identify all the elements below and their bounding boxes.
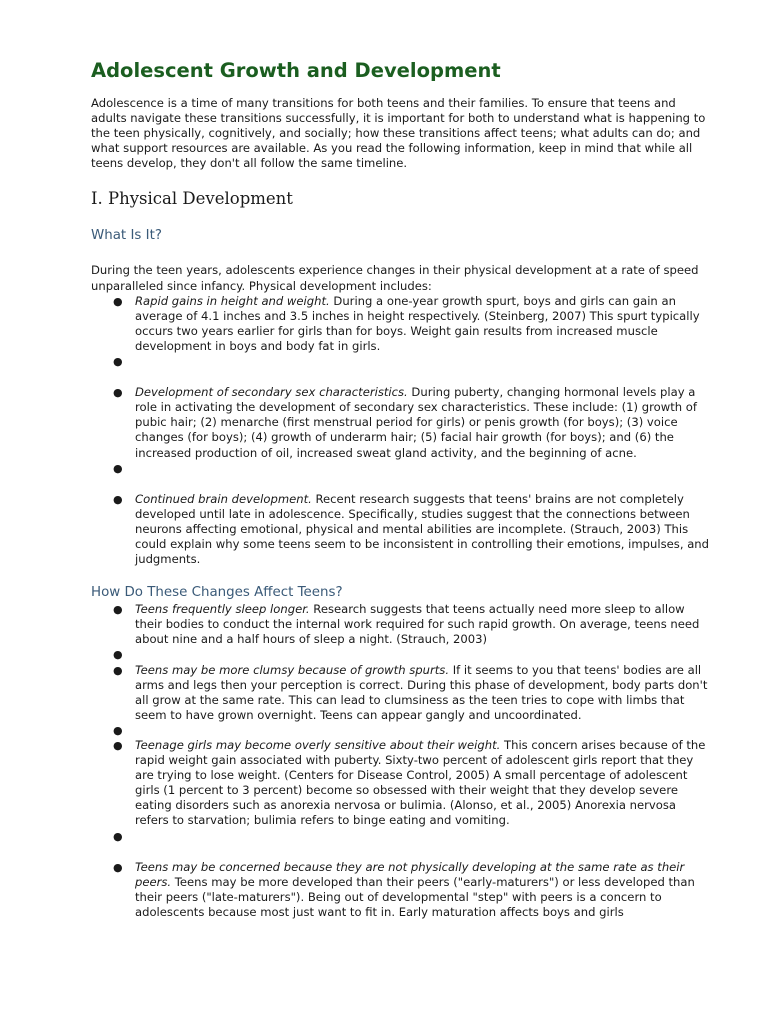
list-item [91,294,713,354]
bullet-icon: ● [113,860,123,874]
subheading-how-changes-affect-teens: How Do These Changes Affect Teens? [91,585,343,601]
section-heading-physical-development: I. Physical Development [91,189,293,209]
list-item-lead: Rapid gains in height and weight. [135,293,330,308]
list-item-lead: Development of secondary sex characteristics. [135,385,408,400]
list-item-text: During puberty, changing hormonal levels play a role in activating the development of secondary sex characteristics. These include: (1) growth of pubic hair; (2) menarche (first menstrual period for girls) or penis growth (for boys); (3) voice changes (for boys); (4) growth of underarm hair; (5) facial hair growth (for boys); and (6) the increased production of oil, increased sweat gland activity, and the beginning of acne. [135,385,697,460]
list-item-text: Teens may be more developed than their peers ("early-maturers") or less developed than their peers ("late-maturers"). Being out of developmental "step" with peers is a concern to adolescents because most just want to fit in. Early maturation affects boys and girls [135,874,695,919]
bullet-icon: ● [113,603,123,617]
list-item-lead: Teens frequently sleep longer. [135,602,310,617]
empty-list-item [91,354,713,369]
list-item [91,738,713,829]
list-item-text: Recent research suggests that teens' brains are not completely developed until late in adolescence. Specifically, studies suggest that the connections between neurons affecting emotional, physical and mental abilities are incomplete. (Strauch, 2003) This could explain why some teens seem to be inconsistent in controlling their emotions, impulses, and judgments. [135,491,710,567]
bullet-icon: ● [113,829,123,843]
document-page [91,58,713,920]
bullet-icon: ● [113,723,123,737]
list-item [91,385,713,460]
list-item [91,602,713,647]
list-item-lead: Teens may be more clumsy because of growth spurts. [135,662,450,677]
bullet-icon: ● [113,739,123,752]
list-item [91,663,713,723]
empty-list-item [91,461,713,476]
document-title: Adolescent Growth and Development [91,59,501,82]
physical-development-list [91,294,713,568]
empty-list-item [91,647,713,662]
intro-paragraph: Adolescence is a time of many transitions for both teens and their families. To ensure that teens and adults navigate these transitions successfully, it is important for both to understand what is happening to the teen physically, cognitively, and socially; how these transitions affect teens; what adults can do; and what support resources are available. As you read the following information, keep in mind that while all teens develop, they don't all follow the same timeline. [91,96,706,171]
changes-affect-teens-list [91,602,713,920]
list-item-lead: Teenage girls may become overly sensitive about their weight. [135,738,501,752]
bullet-icon: ● [113,294,123,308]
bullet-icon: ● [113,461,123,475]
bullet-icon: ● [113,492,123,506]
bullet-icon: ● [113,648,123,662]
list-item [91,860,713,920]
list-item-text: This concern arises because of the rapid weight gain associated with puberty. Sixty-two percent of adolescent girls report that they are trying to lose weight. (Centers for Disease Control, 2005) A small percentage of adolescent girls (1 percent to 3 percent) become so obsessed with their weight that they develop severe eating disorders such as anorexia nervosa or bulimia. (Alonso, et al., 2005) Anorexia nervosa refers to starvation; bulimia refers to binge eating and vomiting. [135,738,706,828]
bullet-icon: ● [113,663,123,677]
empty-list-item [91,829,713,844]
bullet-icon: ● [113,386,123,400]
subheading-what-is-it: What Is It? [91,228,162,244]
list-item [91,492,713,567]
bullet-icon: ● [113,355,123,369]
list-item-lead: Continued brain development. [135,491,312,506]
empty-list-item [91,723,713,738]
list-item-lead: Teens may be concerned because they are not physically developing at the same rate as their peers. [135,859,685,889]
what-is-it-paragraph: During the teen years, adolescents experience changes in their physical development at a rate of speed unparalleled since infancy. Physical development includes: [91,263,699,293]
list-item-text: If it seems to you that teens' bodies are all arms and legs then your perception is correct. During this phase of development, body parts don't all grow at the same rate. This can lead to clumsiness as the teen tries to cope with limbs that seem to have grown overnight. Teens can appear gangly and uncoordinated. [135,662,708,722]
list-item-text: Research suggests that teens actually need more sleep to allow their bodies to conduct the internal work required for such rapid growth. On average, teens need about nine and a half hours of sleep a night. (Strauch, 2003) [135,602,700,647]
list-item-text: During a one-year growth spurt, boys and girls can gain an average of 4.1 inches and 3.5 inches in height respectively. (Steinberg, 2007) This spurt typically occurs two years earlier for girls than for boys. Weight gain results from increased muscle development in boys and body fat in girls. [135,293,700,353]
